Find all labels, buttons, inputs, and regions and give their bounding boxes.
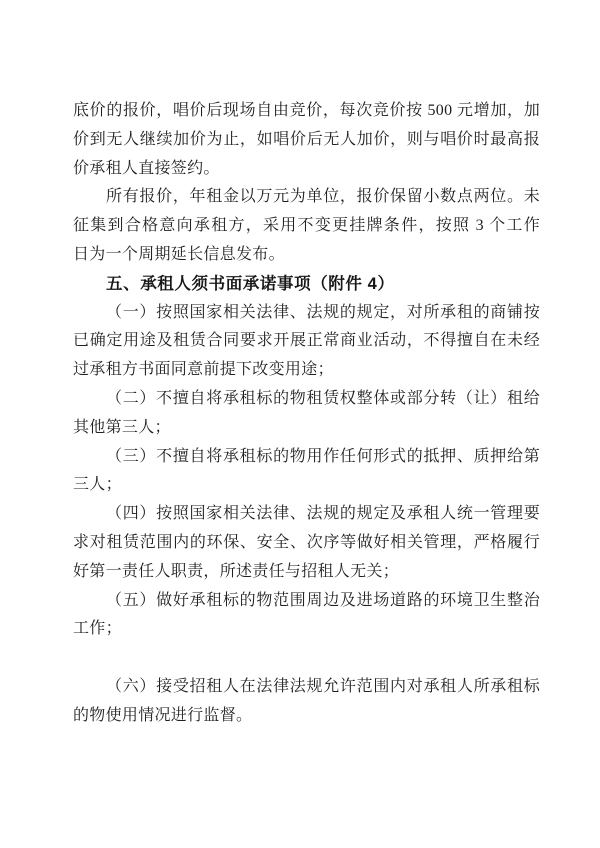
text-line: 底价的报价，唱价后现场自由竞价，每次竞价按 500 元增加，加 [73, 102, 540, 119]
section-heading: 五、承租人须书面承诺事项（附件 4） [106, 274, 395, 293]
text-line: （六）接受招租人在法律法规允许范围内对承租人所承租标 [106, 677, 540, 695]
text-line: 的物使用情况进行监督。 [73, 706, 253, 724]
blank-line [73, 644, 540, 673]
text-line: 价到无人继续加价为止，如唱价后无人加价，则与唱价时最高报 [73, 130, 540, 148]
text-line: 工作； [73, 620, 122, 638]
text-line: 其他第三人； [73, 418, 171, 436]
text-line: 所有报价，年租金以万元为单位，报价保留小数点两位。未 [106, 188, 540, 206]
text-line: 征集到合格意向承租方，采用不变更挂牌条件，按照 3 个工作 [73, 217, 540, 235]
document-body [73, 97, 540, 731]
text-line: （四）按照国家相关法律、法规的规定及承租人统一管理要 [106, 505, 540, 523]
text-line: 价承租人直接签约。 [73, 159, 220, 177]
text-line: 三人； [73, 476, 122, 494]
text-line: 好第一责任人职责，所述责任与招租人无关； [73, 562, 400, 580]
text-line: （三）不擅自将承租标的物用作任何形式的抵押、质押给第 [106, 447, 540, 465]
text-line: 求对租赁范围内的环保、安全、次序等做好相关管理，严格履行 [73, 533, 540, 551]
text-line: 已确定用途及租赁合同要求开展正常商业活动，不得擅自在未经 [73, 332, 540, 350]
text-line: （二）不擅自将承租标的物租赁权整体或部分转（让）租给 [106, 389, 540, 407]
text-line: 过承租方书面同意前提下改变用途； [73, 361, 334, 379]
text-line: （五）做好承租标的物范围周边及进场道路的环境卫生整治 [106, 591, 540, 609]
text-line: （一）按照国家相关法律、法规的规定，对所承租的商铺按 [106, 303, 540, 321]
text-line: 日为一个周期延长信息发布。 [73, 245, 285, 263]
